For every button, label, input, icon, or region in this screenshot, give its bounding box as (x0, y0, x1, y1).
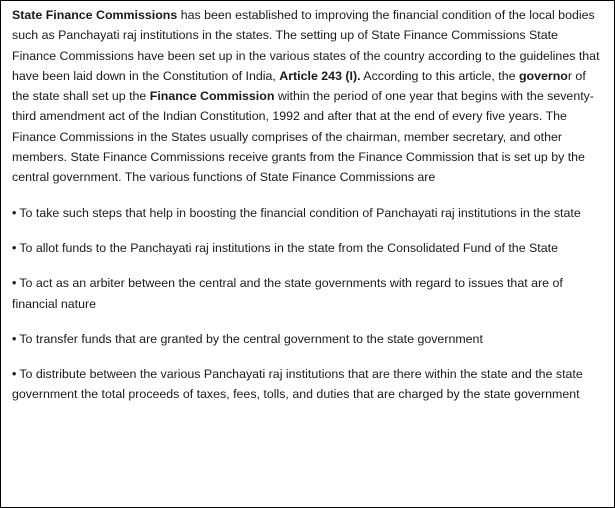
function-text: To transfer funds that are granted by the central government to the state government (19, 331, 483, 346)
article-reference: Article 243 (I). (279, 68, 361, 83)
function-text: To distribute between the various Panchayati raj institutions that are there within the state and the state government the total proceeds of taxes, fees, tolls, and duties that are charged by the state government (12, 367, 583, 402)
bullet-icon: • (12, 240, 17, 255)
intro-text-2: According to this article, the (360, 68, 519, 83)
bullet-icon: • (12, 331, 17, 346)
bullet-icon: • (12, 276, 17, 291)
intro-text-3: of the state shall set up the (12, 68, 586, 104)
function-text: To act as an arbiter between the central and the state governments with regard to issues that are of financial nature (12, 276, 563, 311)
function-item (12, 203, 604, 223)
bullet-icon: • (12, 205, 17, 220)
intro-text-1: has been established to improving the financial condition of the local bodies such as Panchayati raj institutions in the states. The setting up of State Finance Commissions State Finance Commissions have been set up in the various states of the country according to the guidelines that have been laid down in the Constitution of India, (12, 8, 600, 83)
bullet-icon: • (12, 367, 17, 382)
governor-term: governo (518, 68, 568, 83)
intro-paragraph (12, 5, 604, 188)
function-item (12, 238, 604, 258)
intro-text-4: within the period of one year that begins with the seventy- third amendment act of the Indian Constitution, 1992 and after that at the end of every five years. The Finance Commissions in the States usually comprises of the chairman, member secretary, and other members. State Finance Commissions receive grants from the Finance Commission that is set up by the central government. The various functions of State Finance Commissions are (12, 89, 594, 185)
function-item (12, 329, 604, 349)
function-text: To take such steps that help in boosting the financial condition of Panchayati raj institutions in the state (19, 205, 581, 220)
function-item (12, 273, 604, 314)
function-text: To allot funds to the Panchayati raj institutions in the state from the Consolidated Fund of the State (19, 240, 558, 255)
lead-term: State Finance Commissions (12, 8, 178, 22)
governor-term-suffix: r (567, 68, 572, 83)
finance-commission-term: Finance Commission (149, 89, 275, 104)
function-item (12, 364, 604, 405)
